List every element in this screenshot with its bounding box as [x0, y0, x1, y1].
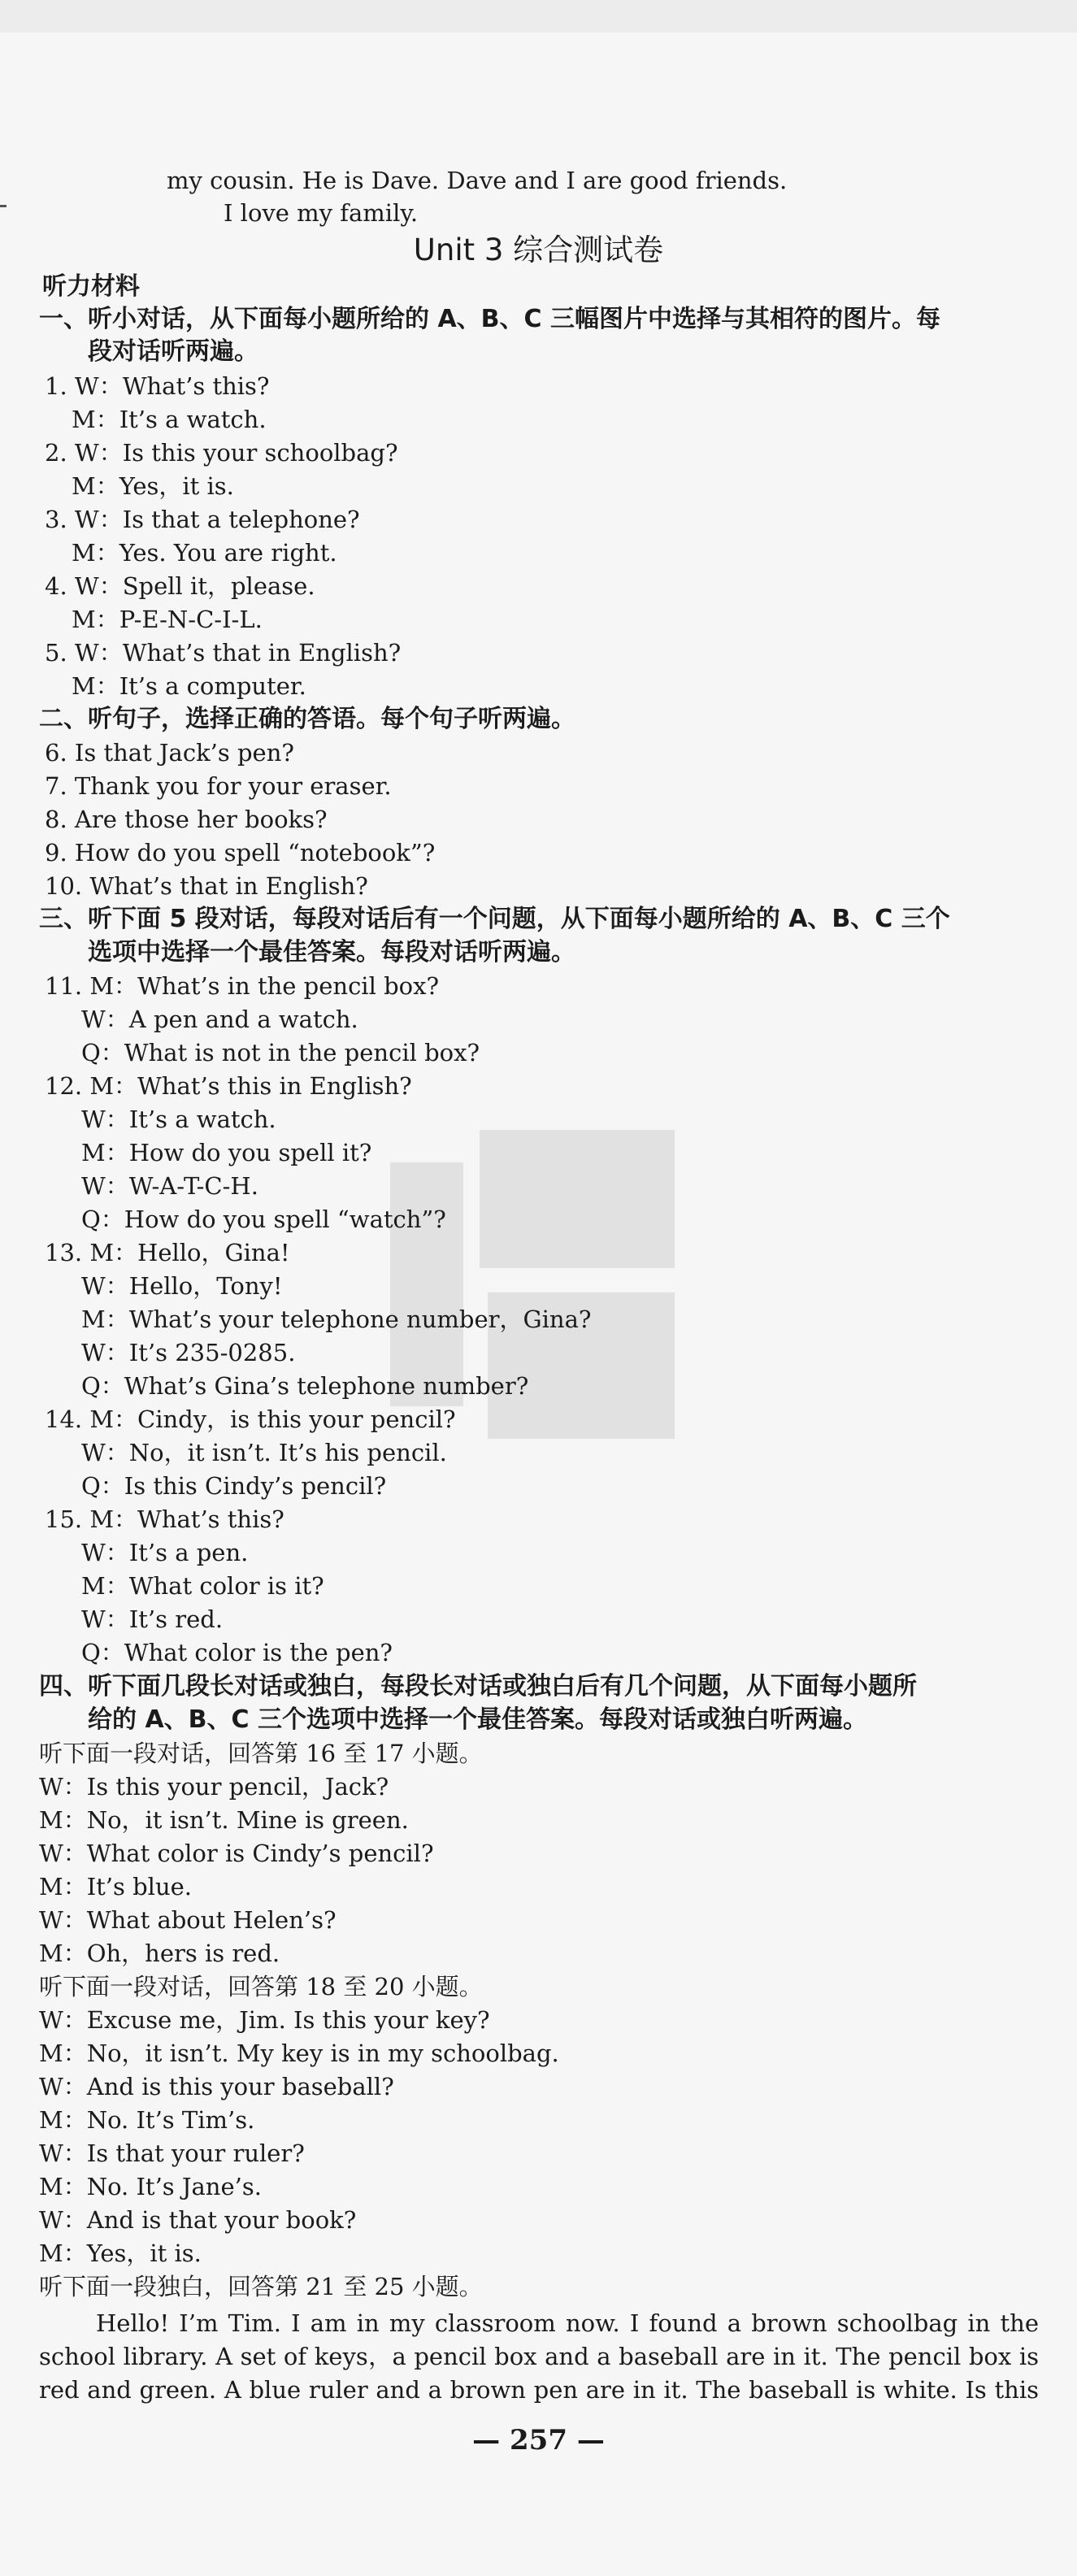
dialogue-line: M：Yes，it is. [72, 472, 234, 500]
dialogue-line: M：What’s your telephone number，Gina? [81, 1305, 592, 1333]
dialogue-line: 3. W：Is that a telephone? [45, 506, 360, 533]
dialogue-line: W：Excuse me，Jim. Is this your key? [39, 2006, 490, 2034]
intro-line: my cousin. He is Dave. Dave and I are good friends. [167, 167, 788, 194]
scan-top-shade [0, 0, 1077, 33]
dialogue-line: M：No，it isn’t. My key is in my schoolbag. [39, 2040, 559, 2067]
dialogue-line: W：Hello，Tony! [81, 1272, 283, 1300]
dialogue-line: 14. M：Cindy，is this your pencil? [45, 1405, 456, 1433]
dialogue-line: W：And is this your baseball? [39, 2073, 394, 2100]
intro-line: I love my family. [224, 199, 419, 227]
dialogue-line: Q：How do you spell “watch”? [81, 1205, 446, 1233]
dialogue-line: M：It’s a watch. [72, 406, 267, 433]
section1-heading: 一、听小对话，从下面每小题所给的 A、B、C 三幅图片中选择与其相符的图片。每 [39, 305, 940, 333]
dialogue-line: 11. M：What’s in the pencil box? [45, 972, 439, 1000]
dialogue-line: W：Is this your pencil，Jack? [39, 1773, 389, 1801]
section3-heading-cont: 选项中选择一个最佳答案。每段对话听两遍。 [88, 938, 575, 967]
monologue-intro: 听下面一段独白，回答第 21 至 25 小题。 [39, 2273, 483, 2300]
sentence-item: 6. Is that Jack’s pen? [45, 739, 294, 767]
section4-heading: 四、听下面几段长对话或独白，每段长对话或独白后有几个问题，从下面每小题所 [39, 1672, 917, 1701]
dialogue-line: W：No，it isn’t. It’s his pencil. [81, 1439, 447, 1466]
page-title: Unit 3 综合测试卷 [413, 232, 664, 267]
dialogue-line: W：It’s a pen. [81, 1539, 249, 1566]
dialogue-line: W：It’s a watch. [81, 1106, 276, 1133]
sentence-item: 9. How do you spell “notebook”? [45, 839, 436, 867]
dialogue-line: W：What about Helen’s? [39, 1906, 337, 1934]
dialogue-line: Q：What’s Gina’s telephone number? [81, 1372, 529, 1400]
monologue-line: school library. A set of keys，a pencil box and a baseball are in it. The pencil box is [39, 2343, 1039, 2370]
monologue-line: red and green. A blue ruler and a brown pen are in it. The baseball is white. Is this [39, 2376, 1039, 2404]
section-subtitle: 听力材料 [42, 272, 140, 301]
dialogue-line: M：No. It’s Tim’s. [39, 2106, 255, 2134]
sentence-item: 7. Thank you for your eraser. [45, 772, 392, 800]
section2-heading: 二、听句子，选择正确的答语。每个句子听两遍。 [39, 705, 575, 733]
dialogue-line: W：It’s 235-0285. [81, 1339, 296, 1366]
dialogue-line: 2. W：Is this your schoolbag? [45, 439, 398, 467]
dialogue-line: 1. W：What’s this? [45, 372, 270, 400]
dialogue-line: M：It’s a computer. [72, 672, 306, 700]
sentence-item: 8. Are those her books? [45, 806, 328, 833]
dialogue-line: W：It’s red. [81, 1605, 224, 1633]
dialogue-line: Q：What color is the pen? [81, 1639, 393, 1666]
dialogue-line: Q：What is not in the pencil box? [81, 1039, 480, 1066]
dialogue-line: 4. W：Spell it，please. [45, 572, 315, 600]
dialogue-line: M：Oh，hers is red. [39, 1940, 280, 1967]
dialogue-line: 13. M：Hello，Gina! [45, 1239, 290, 1266]
sentence-item: 10. What’s that in English? [45, 872, 368, 900]
dialogue-line: W：And is that your book? [39, 2206, 357, 2234]
dialogue-line: M：It’s blue. [39, 1873, 193, 1901]
dialogue-line: M：Yes. You are right. [72, 539, 337, 567]
dialogue-line: W：A pen and a watch. [81, 1006, 358, 1033]
margin-mark [0, 205, 7, 207]
monologue-line: Hello! I’m Tim. I am in my classroom now. I found a brown schoolbag in the [96, 2309, 1039, 2337]
section3-heading: 三、听下面 5 段对话，每段对话后有一个问题，从下面每小题所给的 A、B、C 三个 [39, 905, 950, 933]
section4-heading-cont: 给的 A、B、C 三个选项中选择一个最佳答案。每段对话或独白听两遍。 [88, 1705, 867, 1734]
dialogue-intro: 听下面一段对话，回答第 18 至 20 小题。 [39, 1973, 483, 2000]
dialogue-line: W：What color is Cindy’s pencil? [39, 1840, 434, 1867]
dialogue-line: M：No，it isn’t. Mine is green. [39, 1806, 409, 1834]
dialogue-line: M：What color is it? [81, 1572, 324, 1600]
dialogue-line: W：W-A-T-C-H. [81, 1172, 258, 1200]
dialogue-line: M：P-E-N-C-I-L. [72, 606, 263, 633]
dialogue-line: Q：Is this Cindy’s pencil? [81, 1472, 387, 1500]
dialogue-line: M：Yes，it is. [39, 2239, 202, 2267]
dialogue-line: 5. W：What’s that in English? [45, 639, 402, 667]
dialogue-line: W：Is that your ruler? [39, 2139, 305, 2167]
dialogue-line: 12. M：What’s this in English? [45, 1072, 412, 1100]
section1-heading-cont: 段对话听两遍。 [88, 337, 258, 366]
dialogue-intro: 听下面一段对话，回答第 16 至 17 小题。 [39, 1740, 483, 1767]
page-number: — 257 — [472, 2424, 605, 2457]
dialogue-line: 15. M：What’s this? [45, 1505, 284, 1533]
dialogue-line: M：No. It’s Jane’s. [39, 2173, 262, 2200]
dialogue-line: M：How do you spell it? [81, 1139, 372, 1166]
